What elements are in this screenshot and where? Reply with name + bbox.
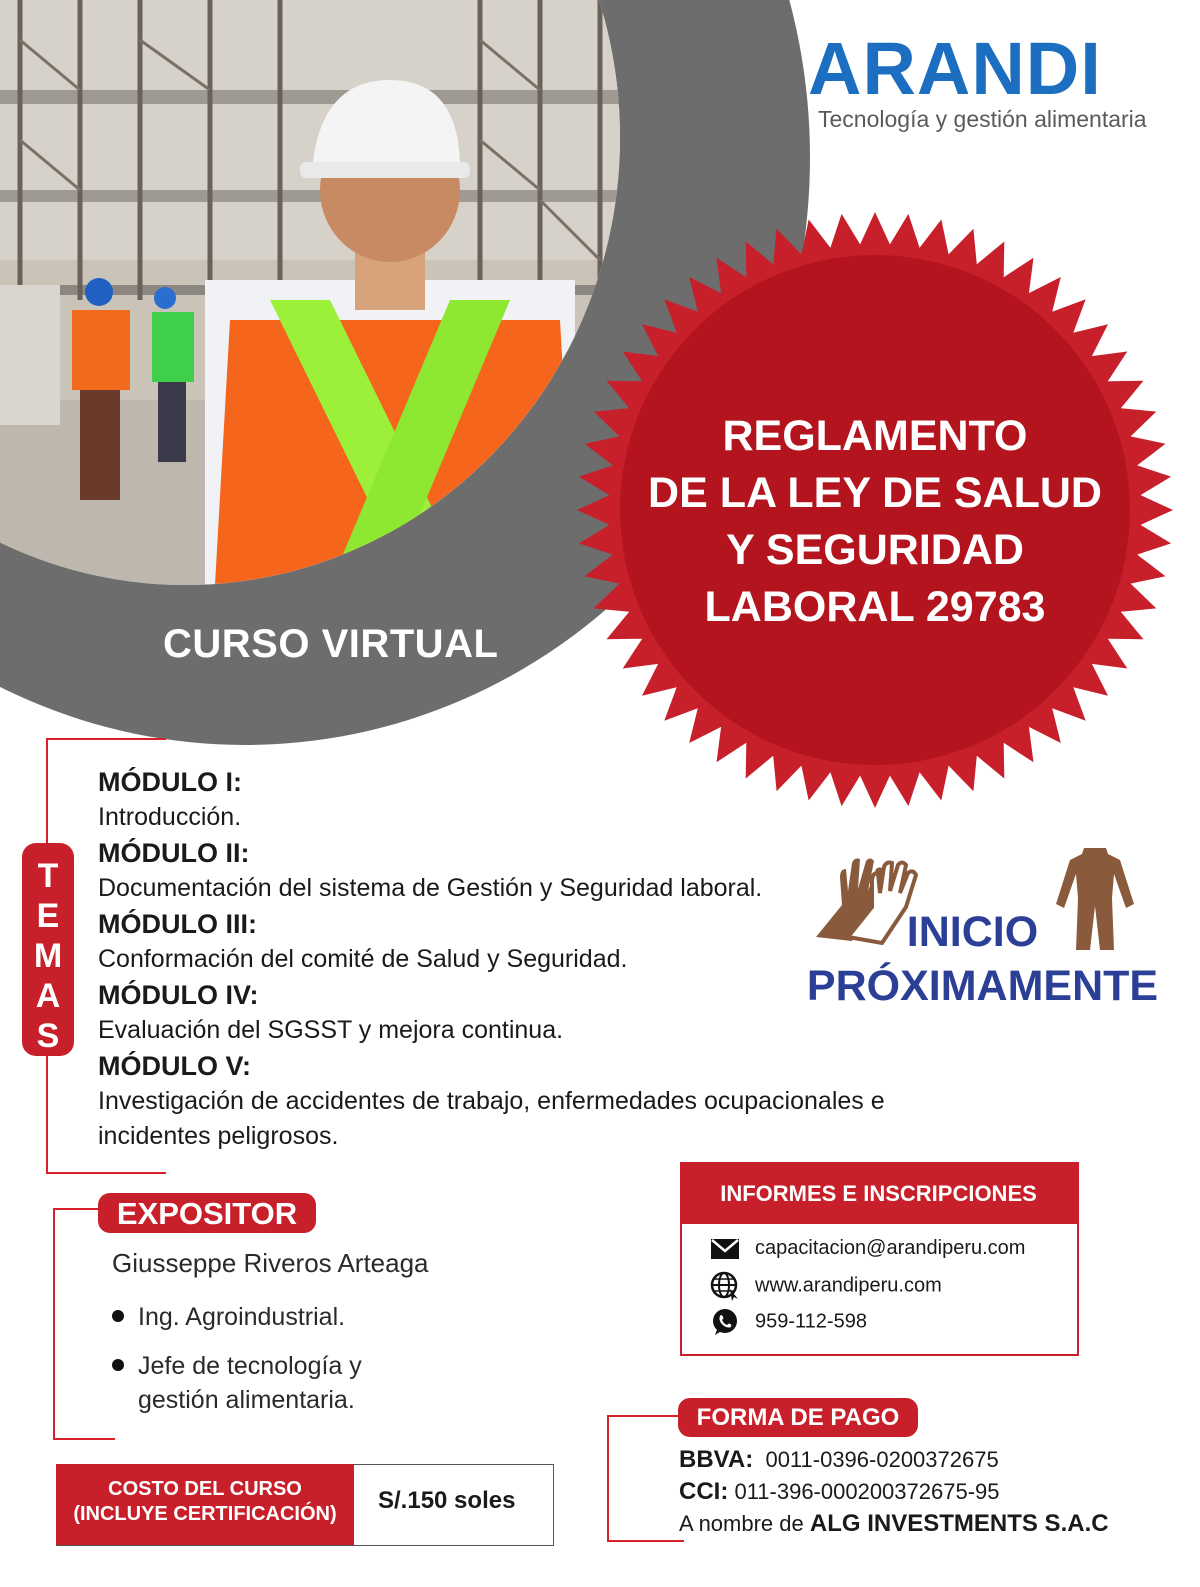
module-description: Conformación del comité de Salud y Seguridad. xyxy=(98,945,628,973)
expositor-badge: EXPOSITOR xyxy=(98,1193,316,1233)
module-description: incidentes peligrosos. xyxy=(98,1122,339,1150)
course-type-label: CURSO VIRTUAL xyxy=(163,622,499,666)
credential-text: Jefe de tecnología y xyxy=(138,1352,362,1380)
start-label: INICIO xyxy=(906,908,1039,956)
temas-letter: S xyxy=(36,1017,60,1055)
modules-list xyxy=(98,764,898,1154)
start-value: PRÓXIMAMENTE xyxy=(806,962,1159,1010)
contact-website[interactable] xyxy=(710,1271,942,1301)
module-title: MÓDULO I: xyxy=(98,767,242,797)
speaker-name: Giusseppe Riveros Arteaga xyxy=(112,1248,429,1278)
module-description: Investigación de accidentes de trabajo, enfermedades ocupacionales e xyxy=(98,1087,885,1115)
module-title: MÓDULO II: xyxy=(98,838,250,868)
holder-prefix: A nombre de xyxy=(679,1511,804,1536)
payment-cci xyxy=(679,1478,1000,1506)
bullet-icon xyxy=(112,1310,124,1322)
speaker-credential xyxy=(112,1349,362,1417)
cci-label: CCI: xyxy=(679,1478,729,1505)
course-title-line: Y SEGURIDAD xyxy=(726,526,1024,574)
whatsapp-icon xyxy=(710,1308,740,1336)
module-title: MÓDULO IV: xyxy=(98,980,259,1010)
contact-phone[interactable] xyxy=(710,1308,867,1336)
payment-bbva xyxy=(679,1446,999,1474)
brand-logo xyxy=(808,27,1158,133)
globe-icon xyxy=(710,1271,740,1301)
bbva-account: 0011-0396-0200372675 xyxy=(765,1447,999,1472)
module-title: MÓDULO V: xyxy=(98,1051,251,1081)
course-title xyxy=(600,408,1150,636)
envelope-icon xyxy=(710,1238,740,1260)
module-description: Introducción. xyxy=(98,803,242,831)
bullet-icon xyxy=(112,1359,124,1371)
holder-name: ALG INVESTMENTS S.A.C xyxy=(809,1510,1109,1537)
phone-text: 959-112-598 xyxy=(755,1310,867,1333)
cost-label-line: COSTO DEL CURSO xyxy=(108,1478,302,1500)
contact-header: INFORMES E INSCRIPCIONES xyxy=(680,1162,1077,1224)
course-title-line: REGLAMENTO xyxy=(722,412,1028,460)
start-date-notice xyxy=(800,905,1165,1013)
module-description: Documentación del sistema de Gestión y Seguridad laboral. xyxy=(98,874,763,902)
payment-badge: FORMA DE PAGO xyxy=(678,1398,918,1437)
module-title: MÓDULO III: xyxy=(98,909,257,939)
contact-email[interactable] xyxy=(710,1237,1025,1260)
cost-value: S/.150 soles xyxy=(378,1487,516,1514)
expositor-frame xyxy=(53,1208,115,1440)
worker-photo xyxy=(0,0,620,585)
email-text: capacitacion@arandiperu.com xyxy=(755,1237,1026,1259)
brand-tagline: Tecnología y gestión alimentaria xyxy=(818,106,1147,132)
module-description: Evaluación del SGSST y mejora continua. xyxy=(98,1016,564,1044)
temas-letter: M xyxy=(33,937,63,975)
credential-text: gestión alimentaria. xyxy=(138,1386,355,1414)
temas-letter: E xyxy=(36,897,60,935)
bbva-label: BBVA: xyxy=(679,1446,754,1473)
cci-account: 011-396-000200372675-95 xyxy=(734,1479,1000,1504)
course-title-line: LABORAL 29783 xyxy=(704,583,1046,631)
temas-letter: T xyxy=(37,857,59,895)
payment-holder xyxy=(679,1510,1109,1538)
credential-text: Ing. Agroindustrial. xyxy=(138,1303,346,1331)
temas-badge xyxy=(22,843,74,1056)
course-title-line: DE LA LEY DE SALUD xyxy=(648,469,1102,517)
cost-label xyxy=(56,1464,354,1545)
construction-site-illustration xyxy=(0,0,620,585)
cost-label-line: (INCLUYE CERTIFICACIÓN) xyxy=(73,1503,337,1525)
temas-letter: A xyxy=(35,977,61,1015)
speaker-credential xyxy=(112,1300,345,1334)
brand-name: ARANDI xyxy=(808,27,1102,110)
website-text: www.arandiperu.com xyxy=(755,1274,942,1297)
payment-frame xyxy=(607,1415,684,1542)
